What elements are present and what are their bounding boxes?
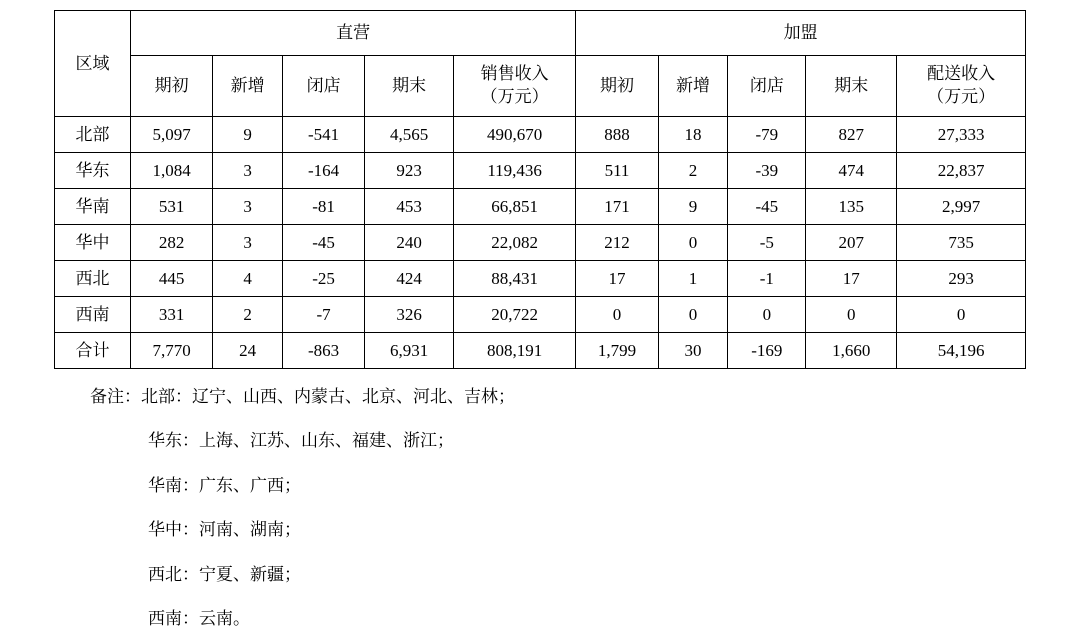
cell-region: 华中	[55, 225, 131, 261]
note-line-south: 华南：广东、广西；	[148, 475, 301, 495]
header-direct-revenue-line2: （万元）	[480, 87, 549, 106]
header-direct-group: 直营	[130, 11, 575, 56]
cell-direct-end: 453	[365, 189, 454, 225]
cell-direct-begin: 5,097	[130, 117, 212, 153]
cell-direct-new: 3	[213, 225, 283, 261]
header-franchise-end: 期末	[806, 56, 897, 117]
cell-direct-begin: 282	[130, 225, 212, 261]
cell-franchise-closed: -79	[728, 117, 806, 153]
cell-region: 华南	[55, 189, 131, 225]
cell-franchise-begin: 17	[576, 261, 658, 297]
cell-direct-begin: 531	[130, 189, 212, 225]
cell-franchise-closed: -169	[728, 333, 806, 369]
cell-franchise-end: 827	[806, 117, 897, 153]
table-row	[55, 261, 1026, 297]
cell-direct-new: 4	[213, 261, 283, 297]
cell-region: 西南	[55, 297, 131, 333]
table-sub-header-row	[55, 56, 1026, 117]
cell-franchise-new: 9	[658, 189, 728, 225]
cell-direct-end: 326	[365, 297, 454, 333]
cell-direct-closed: -164	[282, 153, 364, 189]
table-row	[55, 297, 1026, 333]
cell-direct-new: 9	[213, 117, 283, 153]
table-group-header-row	[55, 11, 1026, 56]
store-statistics-table	[54, 10, 1026, 369]
cell-franchise-begin: 888	[576, 117, 658, 153]
header-franchise-revenue-line2: （万元）	[927, 87, 996, 106]
cell-direct-revenue: 808,191	[453, 333, 575, 369]
cell-franchise-new: 30	[658, 333, 728, 369]
cell-direct-revenue: 119,436	[453, 153, 575, 189]
header-region: 区域	[55, 11, 131, 117]
cell-direct-new: 24	[213, 333, 283, 369]
note-line-north: 备注：北部：辽宁、山西、内蒙古、北京、河北、吉林；	[90, 387, 515, 406]
header-franchise-begin: 期初	[576, 56, 658, 117]
header-direct-closed: 闭店	[282, 56, 364, 117]
cell-direct-revenue: 22,082	[453, 225, 575, 261]
cell-franchise-new: 1	[658, 261, 728, 297]
header-franchise-group: 加盟	[576, 11, 1026, 56]
cell-franchise-begin: 0	[576, 297, 658, 333]
cell-direct-revenue: 20,722	[453, 297, 575, 333]
note-line-east: 华东：上海、江苏、山东、福建、浙江；	[148, 431, 454, 451]
cell-franchise-revenue: 27,333	[897, 117, 1026, 153]
table-total-row	[55, 333, 1026, 369]
header-direct-begin: 期初	[130, 56, 212, 117]
cell-franchise-begin: 171	[576, 189, 658, 225]
cell-direct-begin: 1,084	[130, 153, 212, 189]
header-franchise-closed: 闭店	[728, 56, 806, 117]
table-row	[55, 153, 1026, 189]
cell-franchise-revenue: 2,997	[897, 189, 1026, 225]
cell-franchise-end: 135	[806, 189, 897, 225]
table-row	[55, 189, 1026, 225]
header-direct-new: 新增	[213, 56, 283, 117]
cell-region: 华东	[55, 153, 131, 189]
cell-franchise-closed: 0	[728, 297, 806, 333]
cell-franchise-revenue: 735	[897, 225, 1026, 261]
cell-direct-closed: -45	[282, 225, 364, 261]
cell-franchise-closed: -39	[728, 153, 806, 189]
cell-franchise-new: 2	[658, 153, 728, 189]
cell-franchise-new: 0	[658, 225, 728, 261]
cell-direct-end: 923	[365, 153, 454, 189]
cell-franchise-end: 474	[806, 153, 897, 189]
cell-franchise-begin: 511	[576, 153, 658, 189]
cell-franchise-revenue: 0	[897, 297, 1026, 333]
note-line-southwest: 西南：云南。	[148, 608, 250, 628]
table-row	[55, 225, 1026, 261]
cell-direct-closed: -7	[282, 297, 364, 333]
table-notes	[30, 387, 1050, 629]
cell-region: 北部	[55, 117, 131, 153]
cell-direct-begin: 331	[130, 297, 212, 333]
note-line-central: 华中：河南、湖南；	[148, 520, 301, 540]
cell-direct-revenue: 88,431	[453, 261, 575, 297]
header-direct-end: 期末	[365, 56, 454, 117]
cell-franchise-closed: -5	[728, 225, 806, 261]
cell-region: 西北	[55, 261, 131, 297]
header-direct-revenue-line1: 销售收入	[480, 64, 549, 84]
cell-direct-revenue: 490,670	[453, 117, 575, 153]
cell-direct-new: 3	[213, 189, 283, 225]
cell-franchise-end: 0	[806, 297, 897, 333]
cell-direct-closed: -541	[282, 117, 364, 153]
cell-direct-new: 3	[213, 153, 283, 189]
cell-direct-end: 4,565	[365, 117, 454, 153]
cell-direct-begin: 7,770	[130, 333, 212, 369]
header-direct-revenue	[453, 56, 575, 117]
cell-direct-end: 6,931	[365, 333, 454, 369]
cell-direct-end: 240	[365, 225, 454, 261]
cell-direct-revenue: 66,851	[453, 189, 575, 225]
header-franchise-revenue-line1: 配送收入	[927, 64, 996, 84]
cell-franchise-end: 1,660	[806, 333, 897, 369]
cell-direct-new: 2	[213, 297, 283, 333]
cell-franchise-closed: -1	[728, 261, 806, 297]
cell-franchise-begin: 1,799	[576, 333, 658, 369]
cell-region-total: 合计	[55, 333, 131, 369]
cell-franchise-new: 0	[658, 297, 728, 333]
cell-direct-closed: -863	[282, 333, 364, 369]
cell-franchise-revenue: 293	[897, 261, 1026, 297]
note-line-northwest: 西北：宁夏、新疆；	[148, 564, 301, 584]
header-franchise-new: 新增	[658, 56, 728, 117]
cell-direct-end: 424	[365, 261, 454, 297]
cell-franchise-new: 18	[658, 117, 728, 153]
cell-franchise-closed: -45	[728, 189, 806, 225]
cell-direct-closed: -81	[282, 189, 364, 225]
cell-direct-begin: 445	[130, 261, 212, 297]
table-header	[55, 11, 1026, 117]
table-row	[55, 117, 1026, 153]
cell-franchise-end: 17	[806, 261, 897, 297]
cell-direct-closed: -25	[282, 261, 364, 297]
cell-franchise-begin: 212	[576, 225, 658, 261]
cell-franchise-end: 207	[806, 225, 897, 261]
cell-franchise-revenue: 22,837	[897, 153, 1026, 189]
table-body	[55, 117, 1026, 369]
cell-franchise-revenue: 54,196	[897, 333, 1026, 369]
header-franchise-revenue	[897, 56, 1026, 117]
